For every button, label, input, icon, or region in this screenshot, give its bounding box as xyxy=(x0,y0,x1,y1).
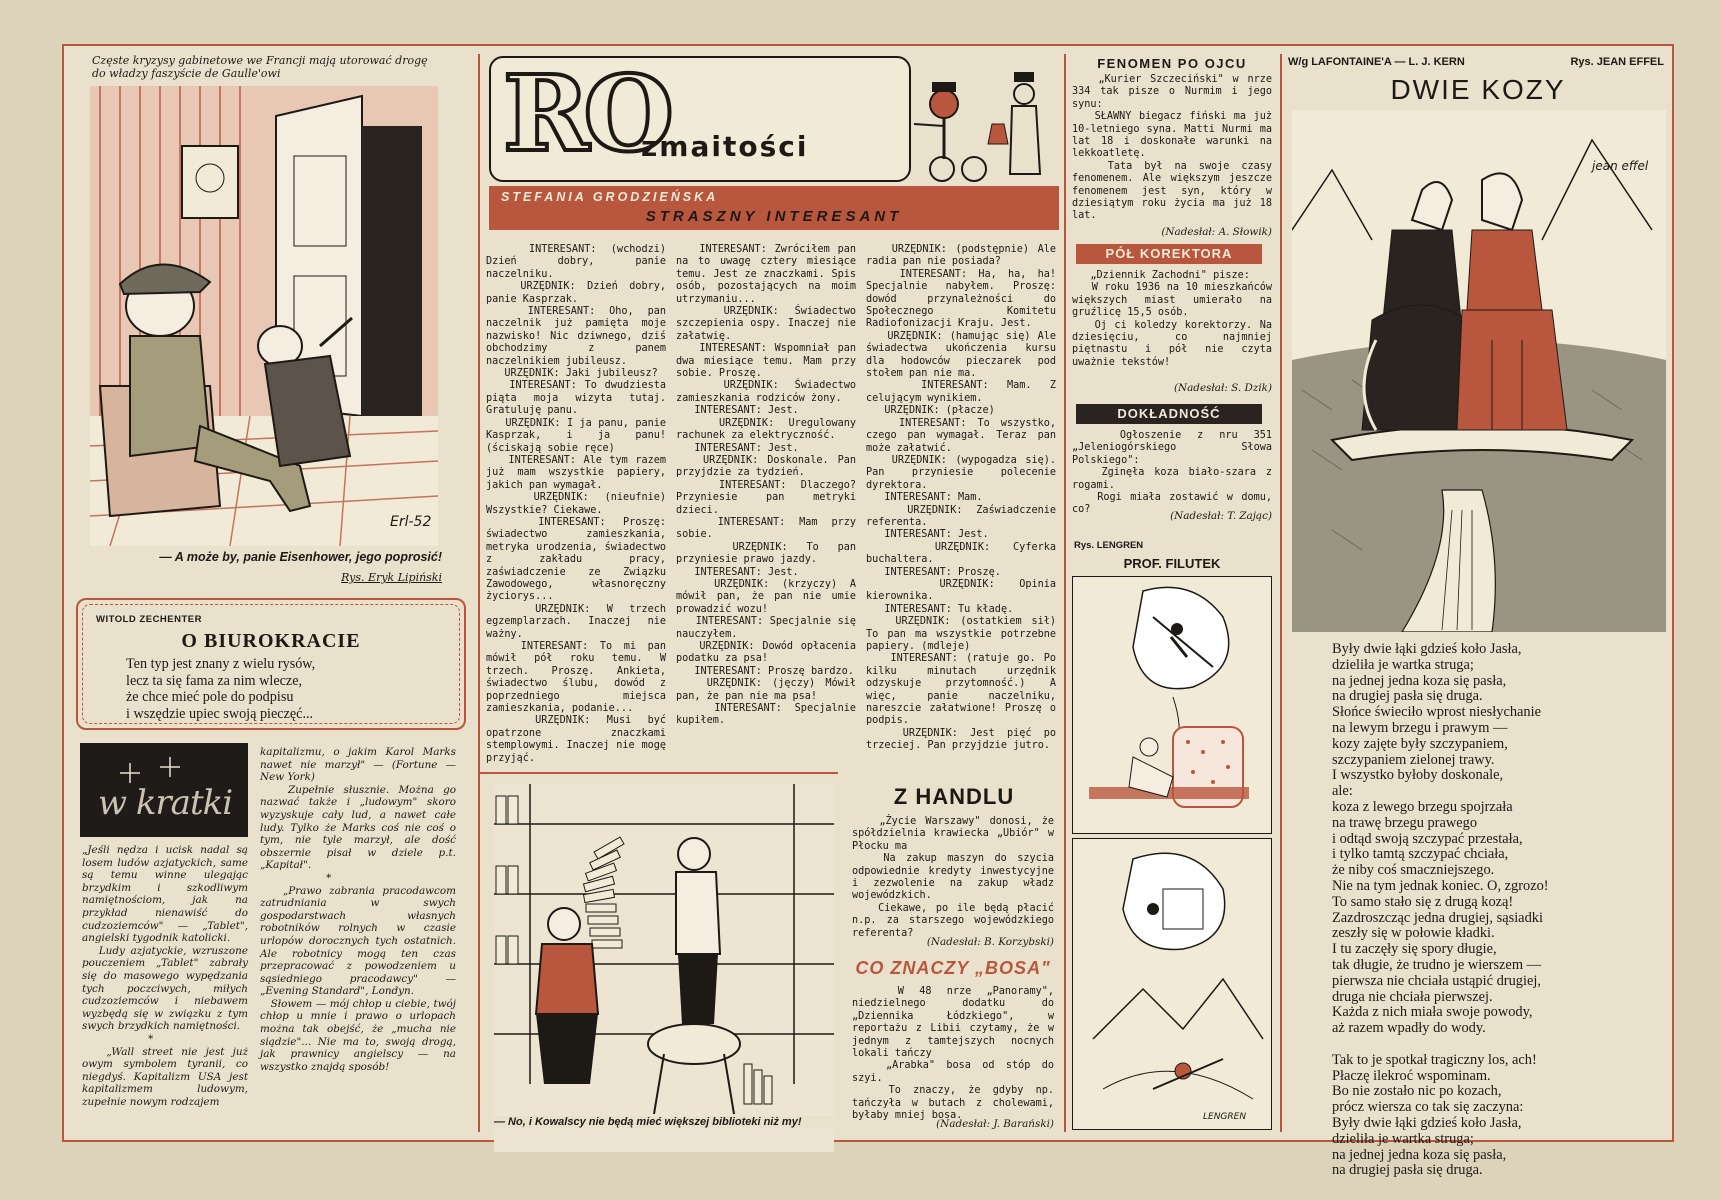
cartoon2-caption: — No, i Kowalscy nie będą mieć większej biblioteki niż my! xyxy=(494,1116,839,1128)
bosa-title: CO ZNACZY „BOSA" xyxy=(855,958,1051,978)
wkratki-col1: „Jeśli nędza i ucisk nadal są losem ludów azjatyckich, same są temu winne ulegając brzydkim i szkodliwym namiętnościom, jak na przykład nienawiść do cudzoziemców" — „Tablet", angielski tygodnik katolicki. Ludy azjatyckie, wzruszone pouczeniem „Tablet" zabrały się do masowego wypędzania tych poczciwych, miłych cudzoziemców i niebawem wyzbędą się w związku z tym swych brzydkich namiętności. * „Wall street nie jest już owym symbolem tyranii, co niegdyś. Kapitalizm USA jest kapitalizmem ludowym, zupełnie nowym rodzajem xyxy=(82,844,248,1108)
filutek-panel-1 xyxy=(1072,576,1272,834)
kozy-illustration xyxy=(1292,110,1666,632)
kozy-poem: Były dwie łąki gdzieś koło Jasła, dzieliła je wartka struga; na jednej jedna koza się pasła, na drugiej pasła się druga. Słońce świeciło wprost niesłychanie na lewym brzegu i prawym — kozy zajęte były szczypaniem, szczypaniem zielonej trawy. I wszystko byłoby doskonale, ale: koza z lewego brzegu spojrzała na trawę brzegu prawego i odtąd swoją szczypać przestała, i tylko tamtą szczypać chciała, że niby coś smaczniejszego. Nie na tym jednak koniec. O, zgrozo! To samo stało się z drugą kozą! Zazdroszcząc jedna drugiej, sąsiadki zeszły się w połowie kładki. I tu zaczęły się spory długie, tak długie, że trudno je wierszem — pierwsza nie chciała ustąpić drugiej, druga nie chciała pierwszej. Każda z nich miała swoje powody, aż razem wpadły do wody. Tak to je spotkał tragiczny los, ach! Płaczę ilekroć wspominam. Bo nie zostało nic po kozach, prócz wiersza co tak się zaczyna: Były dwie łąki gdzieś koło Jasła, dzieliła je wartka struga; na jednej jedna koza się pasła, na drugiej pasła się druga. xyxy=(1332,641,1549,1179)
dokladnosc-title: DOKŁADNOŚĆ xyxy=(1076,404,1262,424)
interesant-col2: INTERESANT: Zwróciłem pan na to uwagę cztery miesiące temu. Jest ze znaczkami. Spis osób, pozostających na moim utrzymaniu... URZĘDNIK: Świadectwo szczepienia ospy. Inaczej nie załatwię. INTERESANT: Wspomniał pan dwa miesiące temu. Mam przy sobie. Proszę. URZĘDNIK: Świadectwo zamieszkania rodziców żony. INTERESANT: Jest. URZĘDNIK: Uregulowany rachunek za elektryczność. INTERESANT: Jest. URZĘDNIK: Doskonale. Pan przyjdzie za tydzień. INTERESANT: Dlaczego? Przyniesie pan metryki dzieci. INTERESANT: Mam przy sobie. URZĘDNIK: To pan przyniesie prawo jazdy. INTERESANT: Jest. URZĘDNIK: (krzyczy) A mówił pan, że pan nie umie prowadzić wozu! INTERESANT: Specjalnie się nauczyłem. URZĘDNIK: Dowód opłacenia podatku za psa! INTERESANT: Proszę bardzo. URZĘDNIK: (jęczy) Mówił pan, że pan nie ma psa! INTERESANT: Specjalnie kupiłem. xyxy=(676,244,857,727)
cartoon2-illustration xyxy=(494,784,834,1152)
cartoon1-signature: Erl-52 xyxy=(390,514,432,530)
bosa-text: W 48 nrze „Panoramy", niedzielnego dodatku do „Dziennika Łódzkiego", w reportażu z Libii czytamy, że w jednym z tamtejszych nocnych lokali tańczy „Arabka" bosa od stóp do szyi. To znaczy, że gdyby np. tańczyła w butach z cholewami, byłaby mniej bosa. xyxy=(852,986,1054,1122)
interesant-author: STEFANIA GRODZIEŃSKA xyxy=(501,190,719,204)
dokladnosc-credit: (Nadesłał: T. Zając) xyxy=(1170,510,1272,522)
filutek-panel-2 xyxy=(1072,838,1272,1130)
korektora-credit: (Nadesłał: S. Dzik) xyxy=(1173,382,1272,394)
column-rule xyxy=(478,54,480,1132)
biurokracja-author: WITOLD ZECHENTER xyxy=(96,614,202,625)
cartoon1-caption-bottom: — A może by, panie Eisenhower, jego poprosić! xyxy=(159,550,442,564)
wkratki-col2: kapitalizmu, o jakim Karol Marks nawet nie marzył" — (Fortune — New York) Zupełnie słusznie. Można go nazwać także i „ludowym" skoro wyzyskuje cały lud, a nawet całe ludy. Tylko że Marks coś nie coś o tym, nie tyle marzył, ale dość obszernie pisał w dziele p.t. „Kapitał". * „Prawo zabrania pracodawcom zatrudniania w swych gospodarstwach własnych robotników rolnych w czasie urlopów dorocznych tych ostatnich. Ale robotnicy mogą ten czas przepracować z powodzeniem u sąsiedniego pracodawcy" — „Evening Standard", Londyn. Słowem — mój chłop u ciebie, twój chłop u mnie i prawo o urlopach można tak obejść, że „mucha nie siądzie"... Nie ma to, swoją drogą, jak prawnicy angielscy — na wszystko znajdą sposób! xyxy=(260,746,456,1073)
cartoon1-credit: Rys. Eryk Lipiński xyxy=(341,571,442,584)
fenomen-text: „Kurier Szczeciński" w nrze 334 tak pisze o Nurmim i jego synu: SŁAWNY biegacz fiński ma już 10-letniego syna. Matti Nurmi ma lat 18 i doskonałe warunki na lekkoatletę. Tata był na swoje czasy fenomenem. Ale większym jeszcze fenomenem jest syn, który w dziesiątym roku życia ma już 18 lat. xyxy=(1072,74,1273,222)
biurokracja-line: Ten typ jest znany z wielu rysów, xyxy=(126,656,316,672)
bosa-credit: (Nadesłał: J. Barański) xyxy=(936,1118,1054,1130)
zhandlu-title: Z HANDLU xyxy=(893,784,1015,809)
newspaper-page xyxy=(62,44,1674,1179)
column-rule xyxy=(1280,54,1282,1132)
masthead-logo-sub: zmaitości xyxy=(641,130,809,163)
interesant-title: STRASZNY INTERESANT xyxy=(645,208,903,225)
cartoon1-caption-top: Częste kryzysy gabinetowe we Francji mają utorować drogę do władzy faszyście de Gaulle'owi xyxy=(92,54,432,80)
biurokracja-line: lecz ta się fama za nim wlecze, xyxy=(126,672,303,689)
biurokracja-poem xyxy=(126,656,456,722)
column-rule xyxy=(1064,54,1066,1132)
filutek-title: PROF. FILUTEK xyxy=(1123,556,1221,571)
wkratki-logo xyxy=(80,743,248,837)
biurokracja-line: i wszędzie upiec swoją pieczęć... xyxy=(126,705,314,722)
korektora-title: PÓŁ KOREKTORA xyxy=(1076,244,1262,264)
wkratki-sparkle-icon xyxy=(80,743,248,837)
masthead-figures-illustration xyxy=(914,64,1054,184)
interesant-col3: URZĘDNIK: (podstępnie) Ale radia pan nie posiada? INTERESANT: Ha, ha, ha! Specjalnie nabyłem. Proszę: dowód przynależności do Społecznego Komitetu Radiofonizacji Kraju. Jest. URZĘDNIK: (hamując się) Ale świadectwa ukończenia kursu dla hodowców pieczarek pod stołem pan nie ma. INTERESANT: Mam. Z celującym wynikiem. URZĘDNIK: (płacze) INTERESANT: To wszystko, czego pan wymagał. Teraz pan może załatwić. URZĘDNIK: (wypogadza się). Pan przyniesie polecenie dyrektora. INTERESANT: Mam. URZĘDNIK: Zaświadczenie referenta. INTERESANT: Jest. URZĘDNIK: Cyferka buchaltera. INTERESANT: Proszę. URZĘDNIK: Opinia kierownika. INTERESANT: Tu kładę. URZĘDNIK: (ostatkiem sił) To pan ma wszystkie potrzebne papiery. (mdleje) INTERESANT: (ratuje go. Po kilku minutach urzędnik odzyskuje przytomność.) A więc, panie naczelniku, nareszcie załatwione! Proszę o podpis. URZĘDNIK: Jest pięć po trzeciej. Pan przyjdzie jutro. xyxy=(866,244,1057,752)
biurokracja-title: O BIUROKRACIE xyxy=(181,630,361,652)
kozy-header-right: Rys. JEAN EFFEL xyxy=(1570,56,1664,68)
masthead-logo: RO xyxy=(503,52,669,175)
fenomen-title: FENOMEN PO OJCU xyxy=(1097,56,1247,71)
masthead-logo-box xyxy=(489,52,911,182)
interesant-col1: INTERESANT: (wchodzi) Dzień dobry, panie naczelniku. URZĘDNIK: Dzień dobry, panie Kasprzak. INTERESANT: Oho, pan naczelnik już pamięta moje nazwisko! Nic dziwnego, dziś obchodzimy z panem naczelnikiem jubileusz. URZĘDNIK: Jaki jubileusz? INTERESANT: To dwudziesta piąta moja wizyta tutaj. Gratuluję panu. URZĘDNIK: I ja panu, panie Kasprzak, i ja panu! (ściskają sobie ręce) INTERESANT: Ale tym razem już mam wszystkie papiery, jakich pan wymagał. URZĘDNIK: (nieufnie) Wszystkie? Ciekawe. INTERESANT: Proszę: świadectwo zamieszkania, metryka urodzenia, świadectwo z zakładu pracy, zaświadczenie ze Związku Zawodowego, własnoręczny życiorys... URZĘDNIK: W trzech egzemplarzach. Inaczej nie ważny. INTERESANT: To mi pan mówił pół roku temu. W trzech. Proszę. Ankieta, świadectwo ślubu, dowód z poprzedniego miejsca zamieszkania, podanie... URZĘDNIK: Musi być opatrzone znaczkami stemplowymi. Inaczej nie mogę przyjąć. xyxy=(486,244,667,764)
kozy-title: DWIE KOZY xyxy=(1390,74,1566,105)
filutek-credit: Rys. LENGREN xyxy=(1074,540,1144,551)
korektora-text: „Dziennik Zachodni" pisze: W roku 1936 na 10 mieszkańców większych miast umierało na gruźlicę 15,5 osób. Oj ci koledzy korektorzy. Na dziesięciu, co najmniej piętnastu i pół nie czyta uważnie tekstów! xyxy=(1072,270,1272,368)
biurokracja-box xyxy=(76,598,466,730)
filutek-signature: LENGREN xyxy=(1203,1112,1247,1122)
dokladnosc-text: Ogłoszenie z nru 351 „Jeleniogórskiego Słowa Polskiego": Zginęła koza biało-szara z rogami. Rogi miała zostawić w domu, co? xyxy=(1072,430,1273,516)
interesant-banner xyxy=(489,186,1059,230)
cartoon1-illustration xyxy=(90,86,438,546)
zhandlu-credit: (Nadesłał: B. Korzybski) xyxy=(926,936,1054,948)
fenomen-credit: (Nadesłał: A. Słowik) xyxy=(1161,226,1272,238)
section-rule xyxy=(478,772,838,774)
kozy-header-left: W/g LAFONTAINE'A — L. J. KERN xyxy=(1288,56,1465,68)
biurokracja-line: że chce mieć pole do podpisu xyxy=(126,689,294,705)
kozy-signature: jean effel xyxy=(1592,159,1649,173)
zhandlu-text: „Życie Warszawy" donosi, że spółdzielnia krawiecka „Ubiór" w Płocku ma Na zakup maszyn do szycia odpowiednie kredyty inwestycyjne i zezwolenie na zakup władz wojewódzkich. Ciekawe, po ile będą płacić n.p. za starszego wojewódzkiego referenta? xyxy=(852,816,1055,939)
wkratki-logo-text: w kratki xyxy=(97,783,233,823)
